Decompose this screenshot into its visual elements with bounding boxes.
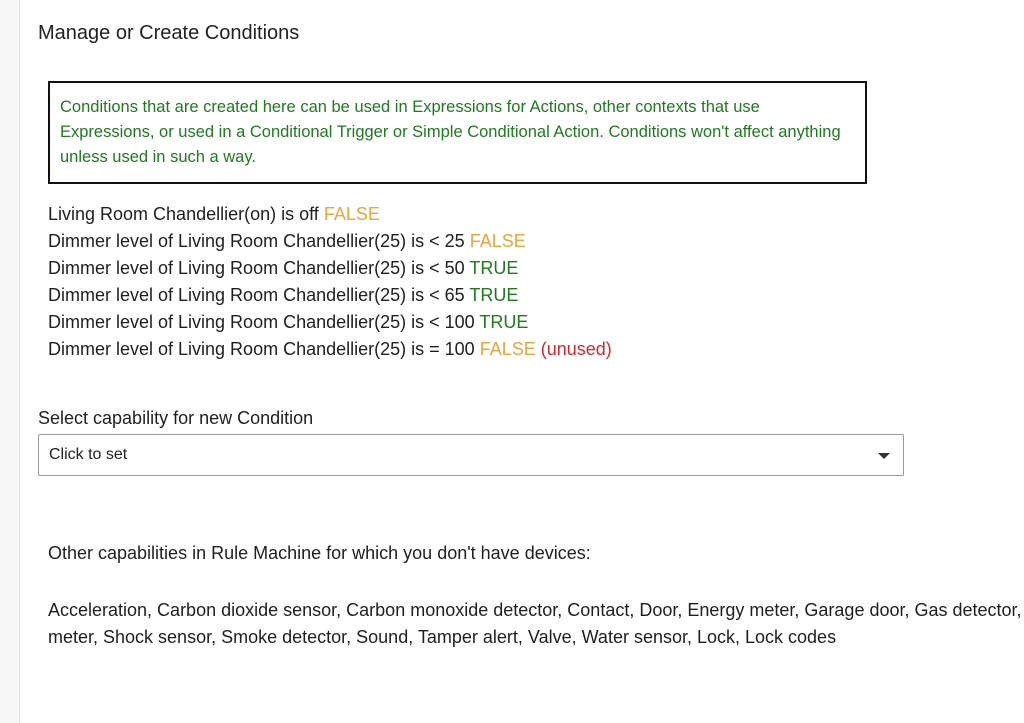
- condition-text: Dimmer level of Living Room Chandellier(25) is < 25: [48, 231, 465, 251]
- condition-value: FALSE: [469, 231, 526, 251]
- info-text: Conditions that are created here can be used in Expressions for Actions, other contexts that use Expressions, or used in a Conditional Trigger or Simple Conditional Action. Conditions won't affect anything unless used in such a way.: [60, 98, 841, 166]
- other-capabilities-label: Other capabilities in Rule Machine for which you don't have devices:: [48, 543, 591, 563]
- conditions-page: [20, 0, 1024, 723]
- condition-row[interactable]: [48, 336, 612, 363]
- other-capabilities-line: meter, Shock sensor, Smoke detector, Sound, Tamper alert, Valve, Water sensor, Lock, Lock codes: [48, 627, 837, 647]
- condition-text: Dimmer level of Living Room Chandellier(25) is < 65: [48, 285, 465, 305]
- condition-value: TRUE: [469, 258, 519, 278]
- info-box: [48, 81, 867, 184]
- condition-row[interactable]: [48, 282, 612, 309]
- chevron-down-icon: [878, 453, 890, 459]
- condition-text: Dimmer level of Living Room Chandellier(25) is < 50: [48, 258, 465, 278]
- condition-value: TRUE: [479, 312, 529, 332]
- condition-text: Dimmer level of Living Room Chandellier(25) is < 100: [48, 312, 475, 332]
- other-capabilities-line: Acceleration, Carbon dioxide sensor, Carbon monoxide detector, Contact, Door, Energy meter, Garage door, Gas detector,: [48, 600, 1022, 620]
- condition-value: FALSE: [479, 339, 536, 359]
- capability-select-value: Click to set: [49, 446, 128, 463]
- condition-text: Living Room Chandellier(on) is off: [48, 204, 319, 224]
- condition-value: FALSE: [323, 204, 380, 224]
- left-rail: [0, 0, 20, 723]
- condition-row[interactable]: [48, 309, 612, 336]
- condition-row[interactable]: [48, 228, 612, 255]
- condition-value: TRUE: [469, 285, 519, 305]
- condition-text: Dimmer level of Living Room Chandellier(25) is = 100: [48, 339, 475, 359]
- capability-select[interactable]: [38, 434, 904, 476]
- condition-unused-note: (unused): [535, 339, 612, 359]
- select-capability-label: Select capability for new Condition: [38, 408, 314, 428]
- condition-row[interactable]: [48, 255, 612, 282]
- page-title: Manage or Create Conditions: [38, 22, 300, 44]
- condition-row[interactable]: [48, 201, 612, 228]
- other-capabilities-list: [48, 597, 1024, 651]
- conditions-list: [48, 201, 612, 363]
